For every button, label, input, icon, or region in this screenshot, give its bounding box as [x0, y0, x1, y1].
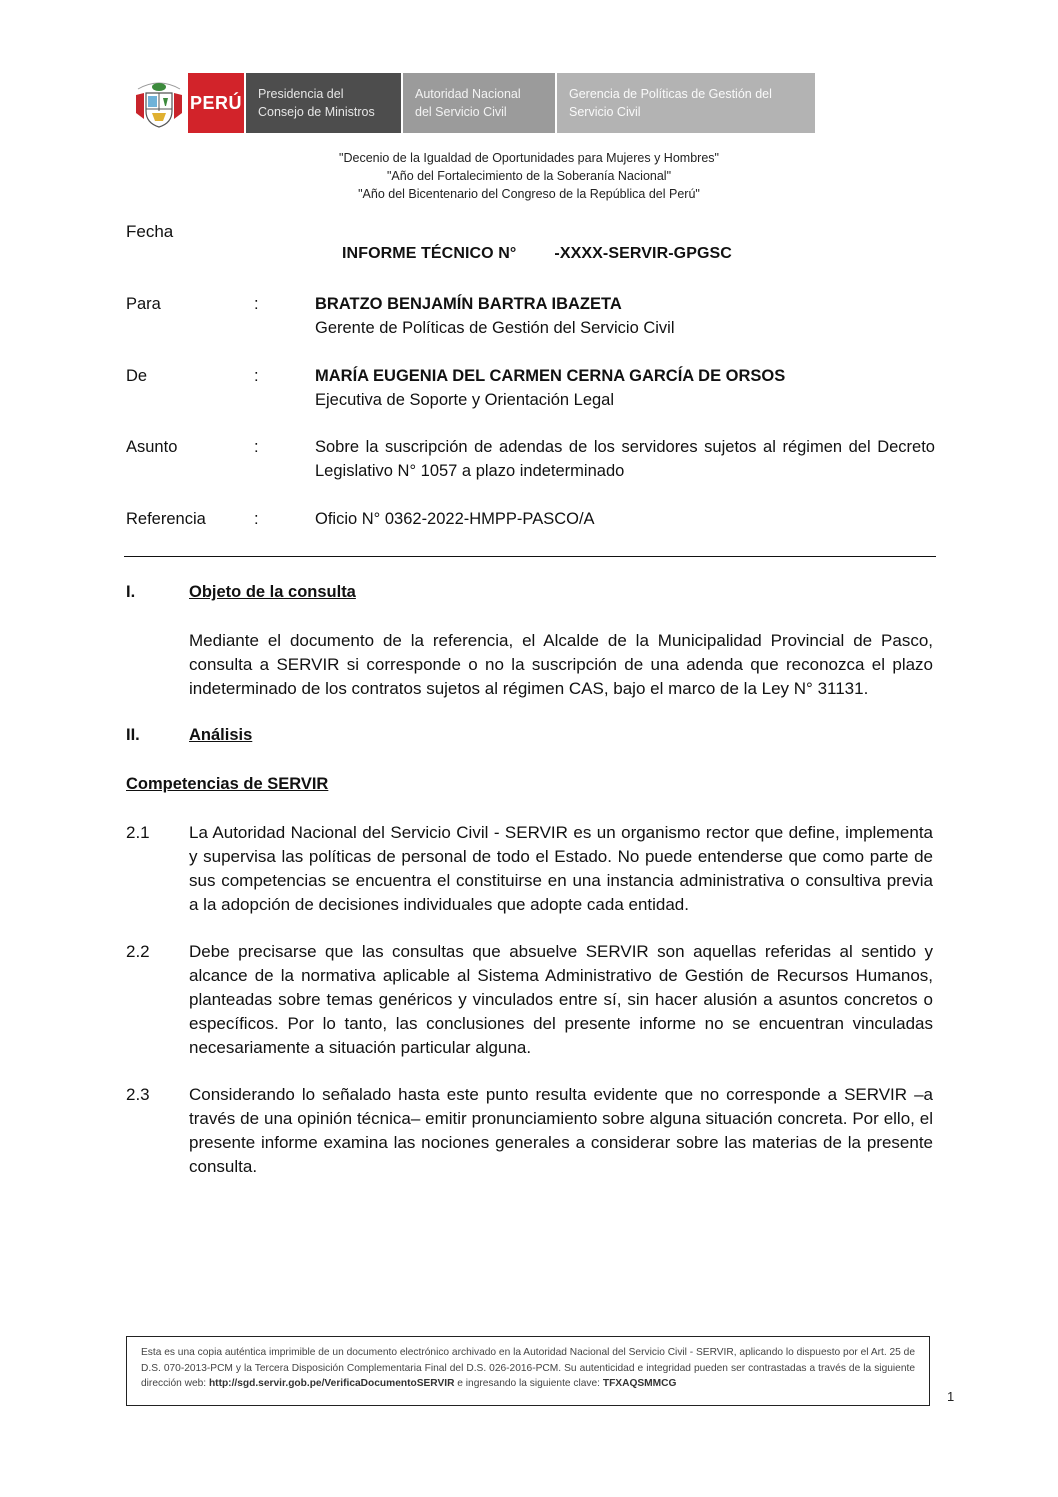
paragraph-2-1: [126, 821, 933, 917]
para-colon: :: [254, 295, 259, 313]
header-box-servir: [401, 73, 555, 133]
header-box-pcm-line2: Consejo de Ministros: [258, 105, 375, 119]
page-number: 1: [947, 1389, 955, 1404]
referencia-text: Oficio N° 0362-2022-HMPP-PASCO/A: [315, 510, 595, 528]
header-box-gerencia: [555, 73, 815, 133]
section-1-title: Objeto de la consulta: [189, 583, 356, 601]
verification-key: TFXAQSMMCG: [602, 1378, 677, 1389]
competencias-subheading: Competencias de SERVIR: [126, 775, 329, 793]
section-1-body: Mediante el documento de la referencia, el Alcalde de la Municipalidad Provincial de Pasco, consulta a SERVIR si corresponde o no la suscripción de una adenda que reconozca el plazo indeterminado de los contratos sujetos al régimen CAS, bajo el marco de la Ley N° 31131.: [189, 631, 933, 698]
informe-prefix: INFORME TÉCNICO N°: [342, 245, 517, 262]
paragraph-2-3: [126, 1083, 933, 1179]
divider-line: [124, 556, 936, 557]
paragraph-2-1-text: La Autoridad Nacional del Servicio Civil - SERVIR es un organismo rector que define, implementa y supervisa las políticas de personal de todo el Estado. No puede entenderse que como parte de sus competencias se encuentra el constituirse en una instancia administrativa o consultiva previa a la adopción de decisiones individuales que adopte cada entidad.: [189, 823, 933, 914]
de-role: Ejecutiva de Soporte y Orientación Legal: [315, 391, 615, 409]
asunto-text: Sobre la suscripción de adendas de los servidores sujetos al régimen del Decreto Legislativo N° 1057 a plazo indeterminado: [315, 438, 935, 480]
section-2-number: II.: [126, 726, 140, 744]
paragraph-2-2-number: 2.2: [126, 942, 150, 961]
de-label: De: [126, 367, 148, 385]
paragraph-2-2-text: Debe precisarse que las consultas que absuelve SERVIR son aquellas referidas al sentido y alcance de la normativa aplicable al Sistema Administrativo de Gestión de Recursos Humanos, planteadas sobre temas genéricos y vinculados entre sí, sin hacer alusión a asuntos concretos o específicos. Por lo tanto, las conclusiones del presente informe no se encuentran vinculadas necesariamente a situación particular alguna.: [189, 942, 933, 1057]
verification-url[interactable]: http://sgd.servir.gob.pe/VerificaDocumentoSERVIR: [208, 1378, 455, 1389]
footer-text-before: Esta es una copia auténtica imprimible de un documento electrónico archivado en la Autoridad Nacional del Servicio Civil - SERVIR, aplicando lo dispuesto por el Art. 25 de D.S. 070-2013-PCM y la Tercera Disposición Complementaria Final del D.S. 026-2016-PCM. Su autenticidad e integridad pueden ser contrastadas a través de la siguiente dirección web:: [141, 1347, 915, 1389]
para-label: Para: [126, 295, 161, 313]
footer-text-middle: e ingresando la siguiente clave:: [454, 1378, 603, 1389]
anio-line: "Año del Fortalecimiento de la Soberanía Nacional": [386, 169, 672, 183]
referencia-label: Referencia: [126, 510, 206, 528]
header-box-servir-line1: Autoridad Nacional: [415, 87, 521, 101]
bicentenario-line: "Año del Bicentenario del Congreso de la República del Perú": [358, 187, 700, 201]
para-role: Gerente de Políticas de Gestión del Servicio Civil: [315, 319, 675, 337]
decenio-lines: [0, 149, 1058, 203]
de-name: MARÍA EUGENIA DEL CARMEN CERNA GARCÍA DE ORSOS: [315, 367, 786, 385]
section-1-number: I.: [126, 583, 136, 601]
paragraph-2-3-number: 2.3: [126, 1085, 150, 1104]
section-2-title: Análisis: [189, 726, 253, 744]
paragraph-2-3-text: Considerando lo señalado hasta este punto resulta evidente que no corresponde a SERVIR –a través de una opinión técnica– emitir pronunciamiento sobre alguna situación concreta. Por ello, el presente informe examina las nociones generales a considerar sobre las materias de la presente consulta.: [189, 1085, 933, 1176]
referencia-colon: :: [254, 510, 259, 528]
authenticity-footer: [126, 1336, 930, 1406]
peru-label: PERÚ: [189, 92, 242, 113]
para-name: BRATZO BENJAMÍN BARTRA IBAZETA: [315, 295, 622, 313]
paragraph-2-1-number: 2.1: [126, 823, 150, 842]
fecha-label: Fecha: [126, 222, 174, 241]
informe-suffix: -XXXX-SERVIR-GPGSC: [554, 245, 732, 262]
de-colon: :: [254, 367, 259, 385]
header-box-servir-line2: del Servicio Civil: [415, 105, 507, 119]
header-box-pcm-line1: Presidencia del: [258, 87, 344, 101]
peru-brand-box: [188, 73, 244, 133]
decenio-line: "Decenio de la Igualdad de Oportunidades para Mujeres y Hombres": [339, 151, 719, 165]
paragraph-2-2: [126, 940, 933, 1060]
header-box-gerencia-line2: Servicio Civil: [569, 105, 641, 119]
coat-of-arms-logo: [130, 73, 188, 133]
asunto-label: Asunto: [126, 438, 178, 456]
header-box-gerencia-line1: Gerencia de Políticas de Gestión del: [569, 87, 772, 101]
informe-title: [342, 245, 732, 263]
header-box-pcm: [244, 73, 401, 133]
asunto-colon: :: [254, 438, 259, 456]
institutional-header: [130, 73, 815, 133]
